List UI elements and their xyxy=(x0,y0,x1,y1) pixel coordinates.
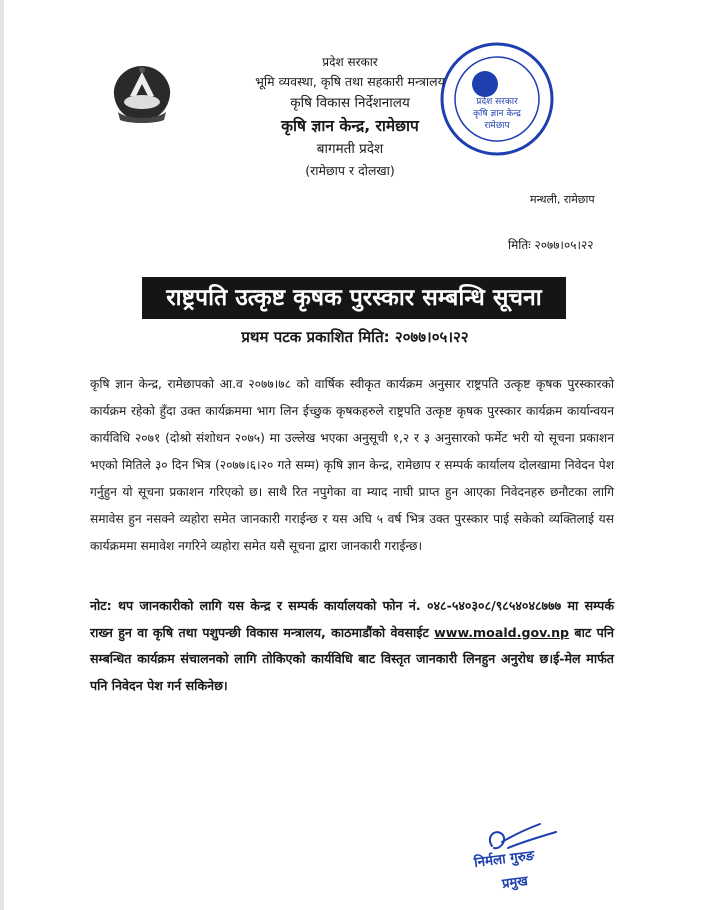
date-text: मितिः २०७७।०५।२२ xyxy=(508,238,594,252)
letterhead-directorate: कृषि विकास निर्देशनालय xyxy=(290,95,410,111)
letterhead-ministry: भूमि व्यवस्था, कृषि तथा सहकारी मन्त्रालय xyxy=(255,74,445,89)
location-text: मन्थली, रामेछाप xyxy=(530,193,595,206)
notice-body: कृषि ज्ञान केन्द्र, रामेछापको आ.व २०७७।७८ को वार्षिक स्वीकृत कार्यक्रम अनुसार राष्ट्रपति उत्कृष्ट कृषक पुरस्कारको कार्यक्रम रहेको हुँदा उक्त कार्यक्रममा भाग लिन ईच्छुक कृषकहरुले राष्ट्रपति उत्कृष्ट कृषक पुरस्कार कार्यक्रम कार्यान्वयन कार्यविधि २०७१ (दोश्रो संशोधन २०७५) मा उल्लेख भएका अनुसूची १,२ र ३ अनुसारको फर्मेट भरी यो सूचना प्रकाशन भएको मितिले ३० दिन भित्र (२०७७।६।२० गते सम्म) कृषि ज्ञान केन्द्र, रामेछाप र सम्पर्क कार्यालय दोलखामा निवेदन पेश गर्नुहुन यो सूचना प्रकाशन गरिएको छ। साथै रित नपुगेका वा म्याद नाघी प्राप्त हुन आएका निवेदनहरु छनौटका लागि समावेस हुन नसक्ने व्यहोरा समेत जानकारी गराईन्छ र यस अघि ५ वर्ष भित्र उक्त पुरस्कार पाई सकेको व्यक्तिलाई यस कार्यक्रममा समावेश नगरिने व्यहोरा समेत यसै सूचना द्वारा जानकारी गराईन्छ। xyxy=(90,377,614,553)
website-link[interactable]: www.moald.gov.np xyxy=(434,624,570,640)
note-text-after: बाट पनि सम्बन्धित कार्यक्रम संचालनको लागि तोकिएको कार्यविधि बाट विस्तृत जानकारी लिनहुन अनुरोध छ।ई-मेल मार्फत पनि निवेदन पेश गर्न सकिनेछ। xyxy=(90,624,614,693)
note-text-before: नोट: थप जानकारीको लागि यस केन्द्र र सम्पर्क कार्यालयको फोन नं. ०४८-५४०३०८/९८५४०४८७७७ मा सम्पर्क राख्न हुन वा कृषि तथा पशुपन्छी विकास मन्त्रालय, काठमाडौंको वेवसाईट xyxy=(90,598,614,640)
nepal-emblem-icon xyxy=(108,62,176,124)
notice-title: राष्ट्रपति उत्कृष्ट कृषक पुरस्कार सम्बन्धि सूचना xyxy=(142,277,566,319)
letterhead xyxy=(200,52,500,182)
letterhead-districts: (रामेछाप र दोलखा) xyxy=(305,163,395,178)
notice-subtitle: प्रथम पटक प्रकाशित मिति: २०७७।०५।२२ xyxy=(241,328,469,346)
scan-edge xyxy=(0,0,4,910)
notice-note xyxy=(90,593,614,699)
seal-line2: कृषि ज्ञान केन्द्र xyxy=(473,109,521,119)
letterhead-office: कृषि ज्ञान केन्द्र, रामेछाप xyxy=(281,117,419,135)
seal-line1: प्रदेश सरकार xyxy=(476,97,518,107)
letterhead-province: बागमती प्रदेश xyxy=(316,141,384,157)
signer-name: निर्मला गुरुङ xyxy=(473,847,536,871)
letterhead-government: प्रदेश सरकार xyxy=(322,55,378,69)
signer-title: प्रमुख xyxy=(501,873,529,892)
seal-line3: रामेछाप xyxy=(484,121,510,131)
